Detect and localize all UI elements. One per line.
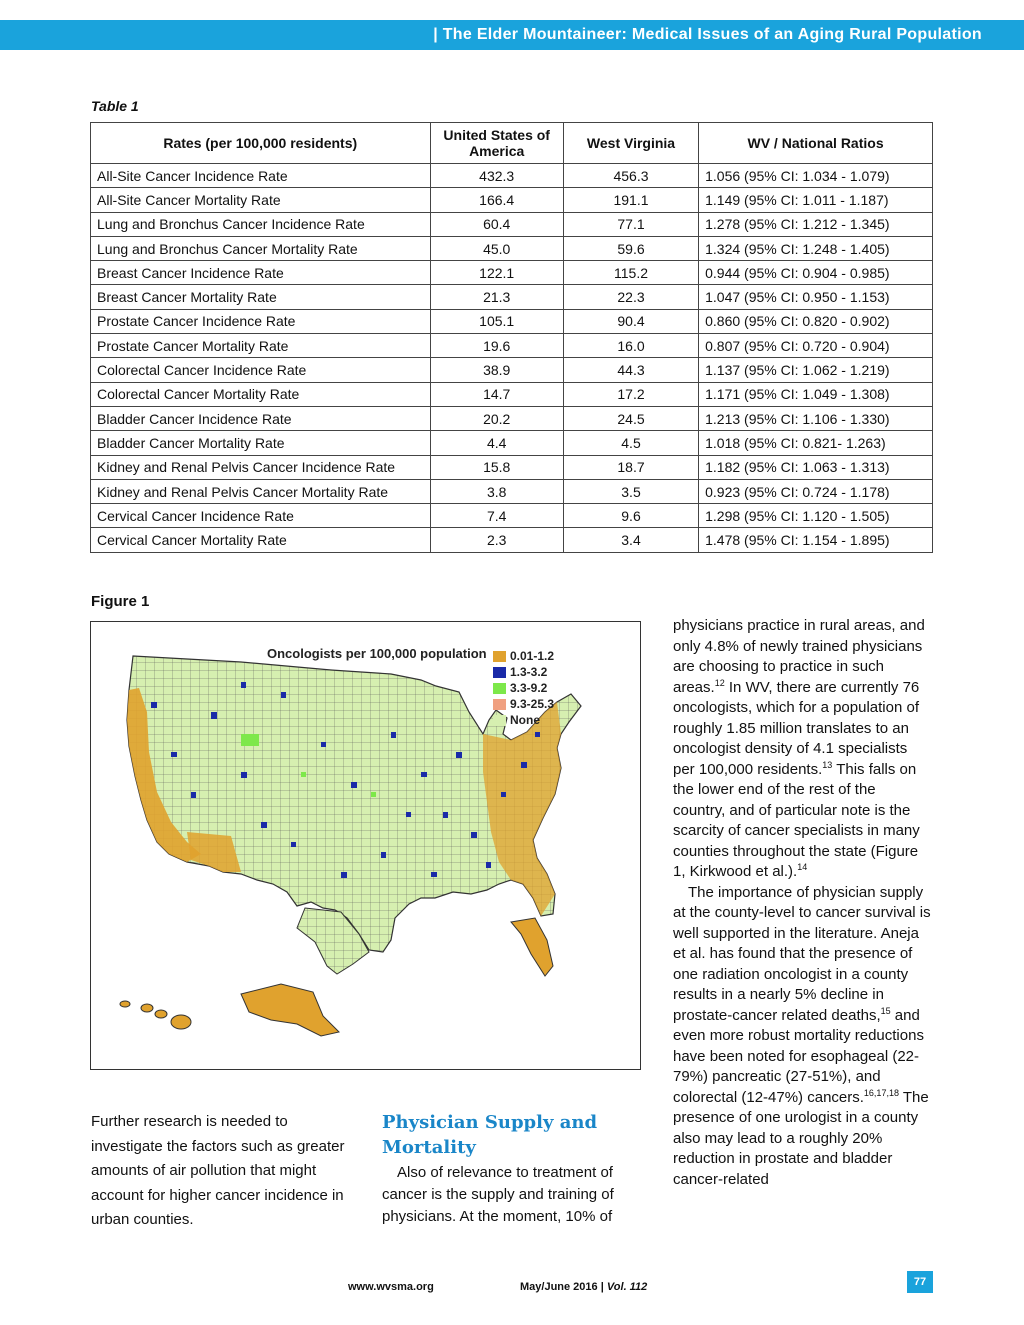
table-row [91, 212, 933, 236]
map-legend-title: Oncologists per 100,000 population [267, 646, 487, 661]
rate-name-cell: Prostate Cancer Incidence Rate [91, 309, 431, 333]
rate-name-cell: Breast Cancer Mortality Rate [91, 285, 431, 309]
wv-value-cell: 18.7 [563, 455, 698, 479]
usa-value-cell: 19.6 [430, 334, 563, 358]
rate-name-cell: Bladder Cancer Mortality Rate [91, 431, 431, 455]
wv-value-cell: 456.3 [563, 164, 698, 188]
section-heading: Physician Supply and Mortality [382, 1112, 598, 1158]
usa-value-cell: 20.2 [430, 406, 563, 430]
usa-value-cell: 15.8 [430, 455, 563, 479]
wv-value-cell: 9.6 [563, 504, 698, 528]
alaska-shape [241, 984, 339, 1036]
us-county-map [91, 622, 639, 1068]
map-legend [493, 648, 554, 728]
right-paragraph-2 [673, 883, 931, 1191]
oncologist-map-figure [90, 621, 641, 1070]
ratio-cell: 1.137 (95% CI: 1.062 - 1.219) [699, 358, 933, 382]
usa-value-cell: 7.4 [430, 504, 563, 528]
ref-14: 14 [797, 862, 808, 872]
rate-name-cell: Colorectal Cancer Incidence Rate [91, 358, 431, 382]
legend-swatch [493, 651, 506, 662]
ratio-cell: 1.047 (95% CI: 0.950 - 1.153) [699, 285, 933, 309]
banner-title: | The Elder Mountaineer: Medical Issues of an Aging Rural Population [433, 26, 982, 43]
usa-value-cell: 105.1 [430, 309, 563, 333]
table-row [91, 236, 933, 260]
table-row [91, 528, 933, 552]
table-row [91, 382, 933, 406]
usa-value-cell: 432.3 [430, 164, 563, 188]
figure-caption: Figure 1 [91, 593, 150, 610]
usa-value-cell: 2.3 [430, 528, 563, 552]
legend-label: 9.3-25.3 [510, 697, 555, 711]
table-row [91, 285, 933, 309]
wv-value-cell: 77.1 [563, 212, 698, 236]
ratio-cell: 1.171 (95% CI: 1.049 - 1.308) [699, 382, 933, 406]
wv-value-cell: 22.3 [563, 285, 698, 309]
header-ratios: WV / National Ratios [699, 123, 933, 164]
wv-value-cell: 59.6 [563, 236, 698, 260]
ratio-cell: 1.056 (95% CI: 1.034 - 1.079) [699, 164, 933, 188]
florida-shape [511, 918, 553, 976]
table-row [91, 406, 933, 430]
legend-label: 1.3-3.2 [510, 665, 548, 679]
ratio-cell: 1.018 (95% CI: 0.821- 1.263) [699, 431, 933, 455]
p2-text-c: The presence of one urologist in a county also may lead to a roughly 20% reduction in prostate and bladder cancer-related [673, 1088, 929, 1188]
page-number: 77 [907, 1271, 933, 1293]
wv-value-cell: 16.0 [563, 334, 698, 358]
issue-date: May/June 2016 | [520, 1281, 604, 1293]
usa-value-cell: 14.7 [430, 382, 563, 406]
p1-text-a: physicians practice in rural areas, and only 4.8% of newly trained physicians are choosing to practice in such areas. [673, 617, 925, 696]
table-row [91, 431, 933, 455]
wv-value-cell: 90.4 [563, 309, 698, 333]
usa-value-cell: 60.4 [430, 212, 563, 236]
table-row [91, 455, 933, 479]
rate-name-cell: Kidney and Renal Pelvis Cancer Mortality Rate [91, 479, 431, 503]
rate-name-cell: Colorectal Cancer Mortality Rate [91, 382, 431, 406]
rate-name-cell: Cervical Cancer Incidence Rate [91, 504, 431, 528]
legend-swatch [493, 699, 506, 710]
wv-value-cell: 191.1 [563, 188, 698, 212]
legend-swatch [493, 715, 506, 726]
rate-name-cell: Cervical Cancer Mortality Rate [91, 528, 431, 552]
wv-value-cell: 17.2 [563, 382, 698, 406]
middle-column [382, 1110, 640, 1228]
table-row [91, 188, 933, 212]
hawaii-shapes [120, 1001, 191, 1029]
ratio-cell: 0.807 (95% CI: 0.720 - 0.904) [699, 334, 933, 358]
wv-value-cell: 24.5 [563, 406, 698, 430]
cancer-rates-table [90, 122, 933, 553]
ratio-cell: 1.324 (95% CI: 1.248 - 1.405) [699, 236, 933, 260]
legend-label: 0.01-1.2 [510, 649, 555, 663]
ratio-cell: 1.149 (95% CI: 1.011 - 1.187) [699, 188, 933, 212]
footer-url: www.wvsma.org [348, 1281, 434, 1293]
wv-value-cell: 4.5 [563, 431, 698, 455]
ratio-cell: 1.298 (95% CI: 1.120 - 1.505) [699, 504, 933, 528]
legend-entry [493, 696, 554, 712]
legend-entry [493, 712, 554, 728]
footer-issue [520, 1281, 647, 1293]
right-paragraph-1 [673, 616, 931, 883]
wv-value-cell: 44.3 [563, 358, 698, 382]
rate-name-cell: Prostate Cancer Mortality Rate [91, 334, 431, 358]
table-row [91, 261, 933, 285]
ratio-cell: 0.923 (95% CI: 0.724 - 1.178) [699, 479, 933, 503]
usa-value-cell: 4.4 [430, 431, 563, 455]
table-row [91, 358, 933, 382]
usa-value-cell: 45.0 [430, 236, 563, 260]
ref-15: 15 [880, 1005, 891, 1016]
table-row [91, 334, 933, 358]
table-row [91, 479, 933, 503]
usa-value-cell: 3.8 [430, 479, 563, 503]
legend-entry [493, 648, 554, 664]
left-column-text: Further research is needed to investigate the factors such as greater amounts of air pollution that might account for higher cancer incidence in urban counties. [91, 1113, 345, 1228]
usa-value-cell: 38.9 [430, 358, 563, 382]
usa-value-cell: 122.1 [430, 261, 563, 285]
volume: Vol. 112 [606, 1281, 648, 1293]
legend-label: None [510, 713, 540, 727]
ratio-cell: 0.860 (95% CI: 0.820 - 0.902) [699, 309, 933, 333]
rate-name-cell: Bladder Cancer Incidence Rate [91, 406, 431, 430]
rate-name-cell: Lung and Bronchus Cancer Incidence Rate [91, 212, 431, 236]
table-caption: Table 1 [91, 98, 139, 114]
ref-12: 12 [714, 677, 725, 688]
p1-text-b: In WV, there are currently 76 oncologists, which for a population of roughly 1.85 million translates to an oncologist density of 4.1 specialists per 100,000 residents. [673, 678, 920, 778]
legend-entry [493, 680, 554, 696]
rate-name-cell: All-Site Cancer Incidence Rate [91, 164, 431, 188]
ref-13: 13 [822, 759, 833, 770]
ref-16-17-18: 16,17,18 [863, 1087, 899, 1098]
table-row [91, 504, 933, 528]
usa-value-cell: 21.3 [430, 285, 563, 309]
table-row [91, 309, 933, 333]
usa-value-cell: 166.4 [430, 188, 563, 212]
rate-name-cell: Breast Cancer Incidence Rate [91, 261, 431, 285]
legend-label: 3.3-9.2 [510, 681, 548, 695]
legend-entry [493, 664, 554, 680]
header-rates: Rates (per 100,000 residents) [91, 123, 431, 164]
ratio-cell: 1.278 (95% CI: 1.212 - 1.345) [699, 212, 933, 236]
table-row [91, 164, 933, 188]
header-wv: West Virginia [563, 123, 698, 164]
wv-value-cell: 3.4 [563, 528, 698, 552]
wv-value-cell: 3.5 [563, 479, 698, 503]
rate-name-cell: All-Site Cancer Mortality Rate [91, 188, 431, 212]
rate-name-cell: Kidney and Renal Pelvis Cancer Incidence Rate [91, 455, 431, 479]
header-banner [0, 20, 1024, 50]
p1-text-c: This falls on the lower end of the rest of the country, and of particular note is the scarcity of cancer specialists in many counties throughout the state (Figure 1, Kirkwood et al.). [673, 760, 920, 880]
ratio-cell: 1.478 (95% CI: 1.154 - 1.895) [699, 528, 933, 552]
table-header-row [91, 123, 933, 164]
section-body: Also of relevance to treatment of cancer is the supply and training of physicians. At the moment, 10% of [382, 1164, 614, 1225]
ratio-cell: 1.213 (95% CI: 1.106 - 1.330) [699, 406, 933, 430]
ratio-cell: 0.944 (95% CI: 0.904 - 0.985) [699, 261, 933, 285]
p2-text-a: The importance of physician supply at the county-level to cancer survival is well supported in the literature. Aneja et al. has found that the presence of one radiation oncologist in a county results in a nearly 5% decline in prostate-cancer related deaths, [673, 883, 931, 1024]
legend-swatch [493, 683, 506, 694]
right-column [673, 616, 931, 1190]
header-usa: United States of America [430, 123, 563, 164]
rate-name-cell: Lung and Bronchus Cancer Mortality Rate [91, 236, 431, 260]
ratio-cell: 1.182 (95% CI: 1.063 - 1.313) [699, 455, 933, 479]
legend-swatch [493, 667, 506, 678]
wv-value-cell: 115.2 [563, 261, 698, 285]
p2-text-b: and even more robust mortality reductions have been noted for esophageal (22-79%) pancreatic (27-51%), and colorectal (12-47%) cancers. [673, 1006, 924, 1106]
